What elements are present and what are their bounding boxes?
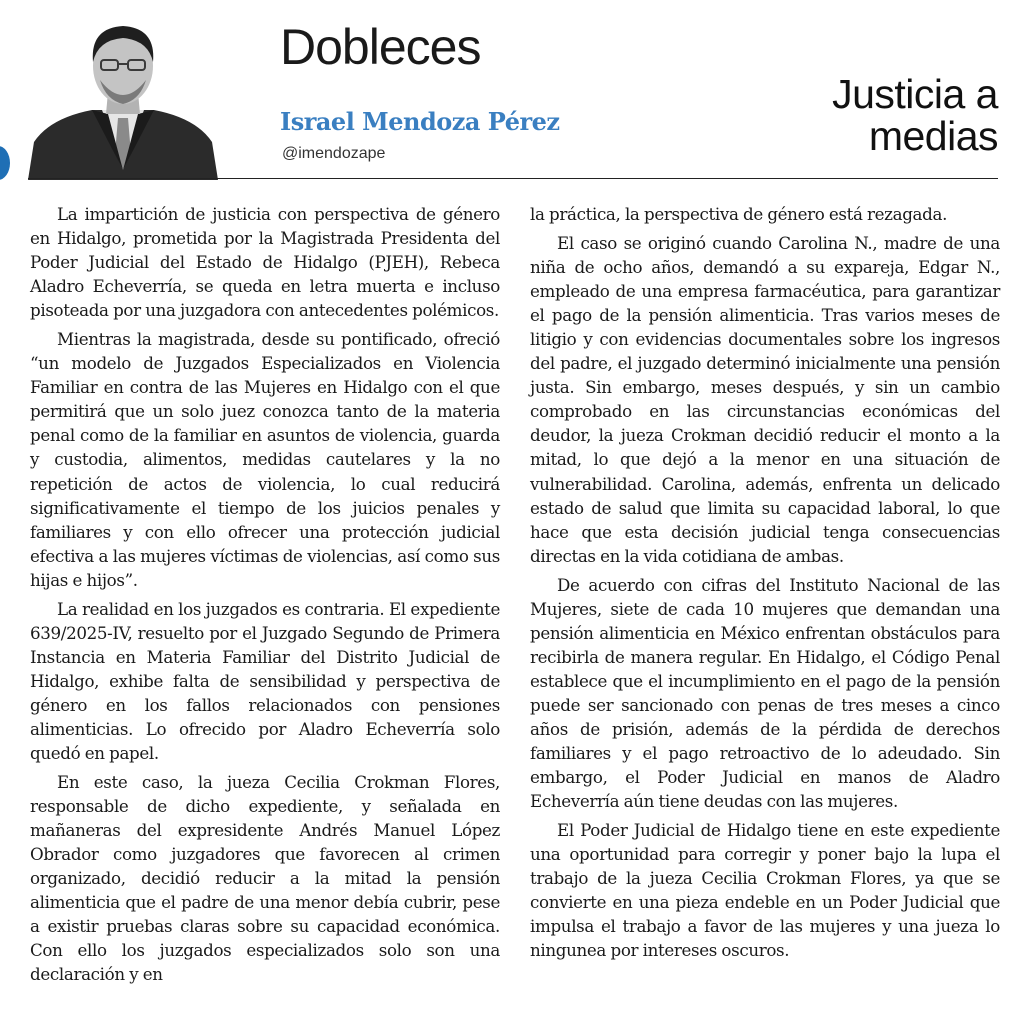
article-title <box>832 71 998 159</box>
paragraph: Mientras la magistrada, desde su pontificado, ofreció “un modelo de Juzgados Especializados en Violencia Familiar en contra de las Mujeres en Hidalgo con el que permitirá que un solo juez conozca tanto de la materia penal como de la familiar en asuntos de violencia, guarda y custodia, alimentos, medidas cautelares y la no repetición de actos de violencia, lo cual reducirá significativamente el tiempo de los juicios penales y familiares y con ello ofrecer una protección judicial efectiva a las mujeres víctimas de violencias, así como sus hijas e hijos”. <box>30 329 500 590</box>
header-rule <box>28 178 998 179</box>
title-line-1: Justicia a <box>832 71 998 117</box>
paragraph: El Poder Judicial de Hidalgo tiene en este expediente una oportunidad para corregir y poner bajo la lupa el trabajo de la jueza Cecilia Crokman Flores, ya que se convierte en una pieza endeble en un Poder Judicial que impulsa el trabajo a favor de las mujeres y una jueza lo ningunea por intereses oscuros. <box>530 820 1000 961</box>
paragraph: De acuerdo con cifras del Instituto Nacional de las Mujeres, siete de cada 10 mujeres que demandan una pensión alimenticia en México enfrentan obstáculos para recibirla de manera regular. En Hidalgo, el Código Penal establece que el incumplimiento en el pago de la pensión puede ser sancionado con penas de tres meses a cinco años de prisión, además de la pérdida de derechos familiares y el pago retroactivo de lo adeudado. Sin embargo, el Poder Judicial en manos de Aladro Echeverría aún tiene deudas con las mujeres. <box>530 574 1000 812</box>
body-column-left <box>30 202 500 992</box>
column-name: Dobleces <box>280 19 481 75</box>
paragraph: El caso se originó cuando Carolina N., madre de una niña de ocho años, demandó a su expareja, Edgar N., empleado de una empresa farmacéutica, para garantizar el pago de la pensión alimenticia. Tras varios meses de litigio y con evidencias documentales sobre los ingresos del padre, el juzgado determinó inicialmente una pensión justa. Sin embargo, meses después, y sin un cambio comprobado en las circunstancias económicas del deudor, la jueza Crokman decidió reducir el monto a la mitad, lo que dejó a la menor en una situación de vulnerabilidad. Carolina, además, enfrenta un delicado estado de salud que limita su capacidad laboral, lo que hace que esta decisión judicial tenga consecuencias directas en la vida cotidiana de ambas. <box>530 233 1000 566</box>
author-name: Israel Mendoza Pérez <box>280 107 560 136</box>
body-column-right <box>530 202 1000 967</box>
paragraph: La realidad en los juzgados es contraria. El expediente 639/2025-IV, resuelto por el Juzgado Segundo de Primera Instancia en Materia Familiar del Distrito Judicial de Hidalgo, exhibe falta de sensibilidad y perspectiva de género en los fallos relacionados con pensiones alimenticias. Lo ofrecido por Aladro Echeverría solo quedó en papel. <box>30 598 500 764</box>
paragraph-continuation: la práctica, la perspectiva de género está rezagada. <box>530 204 948 224</box>
title-line-2: medias <box>868 112 998 159</box>
paragraph: La impartición de justicia con perspectiva de género en Hidalgo, prometida por la Magistrada Presidenta del Poder Judicial del Estado de Hidalgo (PJEH), Rebeca Aladro Echeverría, se queda en letra muerta e incluso pisoteada por una juzgadora con antecedentes polémicos. <box>30 204 500 321</box>
paragraph: En este caso, la jueza Cecilia Crokman Flores, responsable de dicho expediente, y señalada en mañaneras del expresidente Andrés Manuel López Obrador como juzgadores que favorecen al crimen organizado, decidió reducir a la mitad la pensión alimenticia que el padre de una menor debía cubrir, pese a existir pruebas claras sobre su capacidad económica. Con ello los juzgados especializados solo son una declaración y en <box>30 772 500 985</box>
author-handle: @imendozape <box>282 145 386 162</box>
author-photo <box>28 14 218 180</box>
accent-mark <box>0 146 10 180</box>
